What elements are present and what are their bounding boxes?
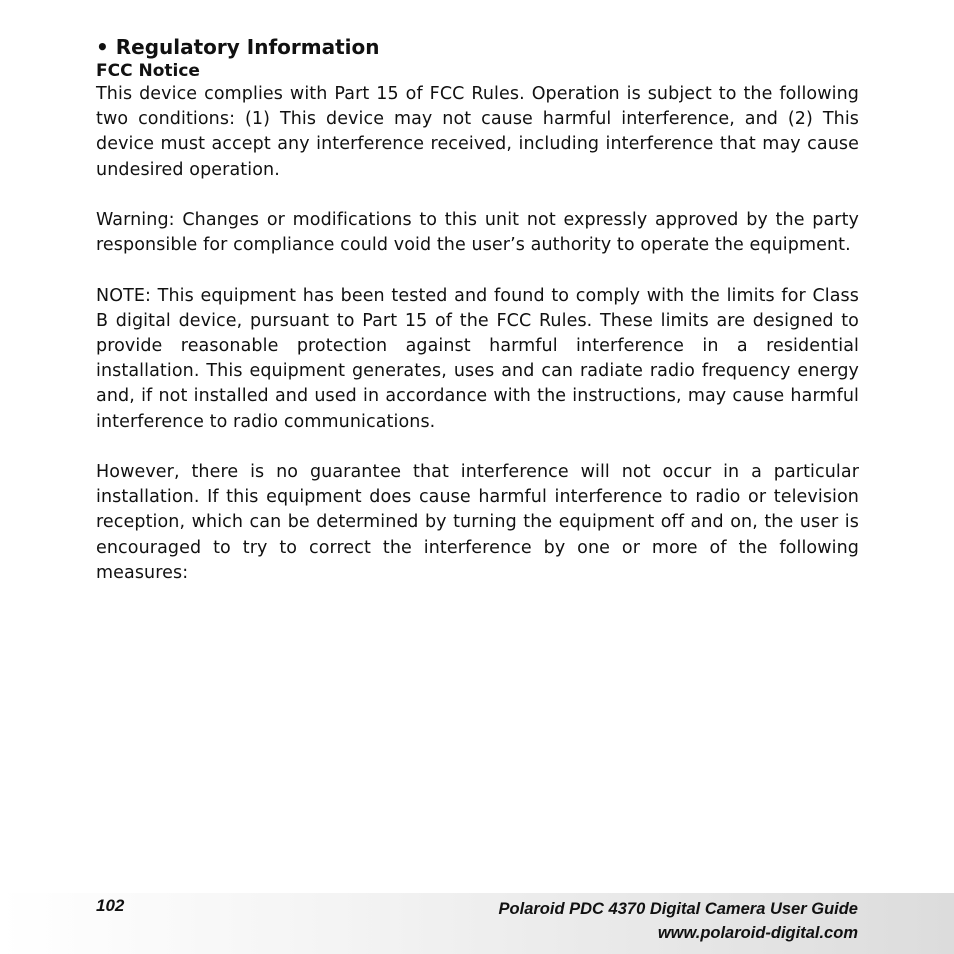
paragraph-compliance: This device complies with Part 15 of FCC Rules. Operation is subject to the following two conditions: (1) This device may not cause harmful interference, and (2) This device must accept any interference received, including interference that may cause undesired operation. (96, 84, 859, 180)
paragraph-note: NOTE: This equipment has been tested and found to comply with the limits for Class B digital device, pursuant to Part 15 of the FCC Rules. These limits are designed to provide reasonable protection against harmful interference in a residential installation. This equipment generates, uses and can radiate radio frequency energy and, if not installed and used in accordance with the instructions, may cause harmful interference to radio communications. (96, 285, 859, 432)
website-link[interactable]: www.polaroid-digital.com (657, 924, 858, 942)
page-content (96, 34, 859, 611)
paragraph-warning: Warning: Changes or modifications to this unit not expressly approved by the party responsible for compliance could void the user’s authority to operate the equipment. (96, 210, 859, 256)
fcc-notice-heading: FCC Notice (96, 61, 200, 81)
paragraph-guarantee: However, there is no guarantee that interference will not occur in a particular installation. If this equipment does cause harmful interference to radio or television reception, which can be determined by turning the equipment off and on, the user is encouraged to try to correct the interference by one or more of the following measures: (96, 462, 859, 583)
section-title: • Regulatory Information (96, 35, 380, 59)
guide-title: Polaroid PDC 4370 Digital Camera User Guide (498, 900, 858, 918)
page-number: 102 (96, 896, 125, 915)
